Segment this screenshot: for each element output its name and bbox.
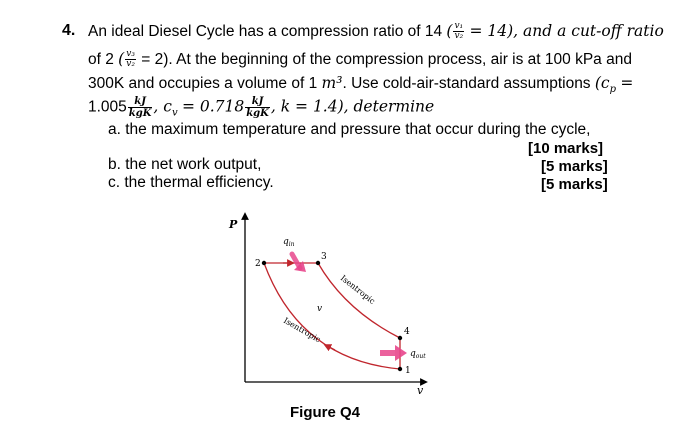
line2-start: of 2 — [88, 51, 114, 68]
question-line-1: An ideal Diesel Cycle has a compression ratio of 14 ( $\frac{\text{v₁}}{\text{v₂}}$ = 14), and a cut-off ratio — [88, 21, 664, 42]
isentropic-upper-label: Isentropic — [338, 273, 377, 306]
question-line-4: 1.005 $\frac{kJ}{\text{kgK}}$ , $c_v = 0.718$ $\frac{kJ}{\text{kgK}}$ , k = 1.4), determine — [88, 96, 435, 119]
line1-text: An ideal Diesel Cycle has a compression ratio of 14 — [88, 23, 443, 40]
part-a-marks: [10 marks] — [528, 140, 604, 157]
center-v-label: v — [317, 304, 323, 314]
y-axis-label: P — [229, 218, 238, 231]
cv-value: = 0.718 — [181, 97, 245, 116]
question-line-3: 300K and occupies a volume of 1 m³. Use cold-air-standard assumptions ($c_p$ = — [88, 74, 634, 96]
state-4-point — [398, 336, 402, 340]
cv-unit-fraction: $\frac{kJ}{\text{kgK}}$ — [246, 96, 269, 119]
line3-text: 300K and occupies a volume of 1 — [88, 75, 318, 92]
process-1-2-arrow — [327, 346, 335, 350]
part-c-marks: [5 marks] — [541, 176, 608, 193]
isentropic-lower-label: Isentropic — [282, 315, 323, 345]
part-a: a. the maximum temperature and pressure that occur during the cycle, — [108, 121, 591, 138]
state-1-point — [398, 367, 402, 371]
part-b-marks: [5 marks] — [541, 158, 608, 175]
figure-caption: Figure Q4 — [290, 404, 361, 421]
heat-out-label: $q_{out}$ — [410, 349, 426, 360]
state-2-label: 2 — [255, 259, 261, 269]
state-4-label: 4 — [404, 327, 410, 337]
state-2-point — [262, 261, 266, 265]
ratio2-tail: = 2). At the beginning of the compression process, air is at 100 kPa and — [141, 51, 632, 68]
part-c: c. the thermal efficiency. — [108, 174, 274, 191]
state-1-label: 1 — [405, 366, 411, 376]
cp-value: 1.005 — [88, 98, 127, 116]
line3-tail: . Use cold-air-standard assumptions — [342, 75, 591, 92]
part-b: b. the net work output, — [108, 156, 262, 173]
k-value: , k = 1.4), determine — [270, 97, 435, 116]
ratio1-tail: = 14), and a cut-off ratio — [469, 22, 664, 40]
question-number: 4. — [62, 22, 76, 39]
state-3-point — [316, 261, 320, 265]
cp-symbol: (c — [594, 74, 610, 92]
process-3-4 — [318, 263, 400, 338]
ratio2-fraction: $\frac{\text{v₃}}{\text{v₂}}$ — [126, 49, 135, 70]
heat-in-label: $q_{in}$ — [283, 237, 295, 248]
x-axis-label: v — [417, 384, 424, 397]
state-3-label: 3 — [321, 252, 327, 262]
process-1-2 — [264, 263, 400, 369]
ratio1-fraction: $\frac{\text{v₁}}{\text{v₂}}$ — [454, 21, 464, 42]
cp-unit-fraction: $\frac{kJ}{\text{kgK}}$ — [128, 96, 152, 119]
heat-out-arrowhead — [395, 345, 407, 361]
question-line-2: of 2 ( $\frac{\text{v₃}}{\text{v₂}}$ = 2). At the beginning of the compression process, air is at 100 kPa and — [88, 49, 632, 70]
line3-unit: m³ — [321, 74, 343, 92]
